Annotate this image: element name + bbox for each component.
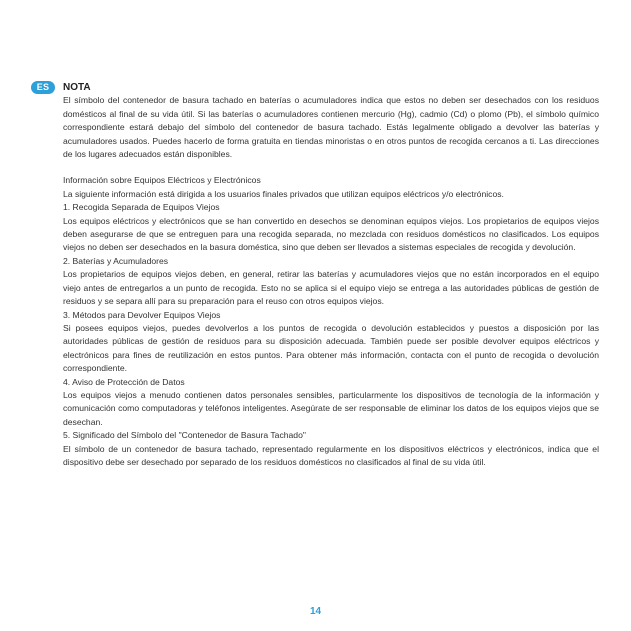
- section-body: Los propietarios de equipos viejos deben, en general, retirar las baterías y acumuladores viejos que no están incorporados en el equipo viejo antes de entregarlos a un punto de recogida. Esto no se aplica si el equipo viejo se entrega a las autoridades públicas de gestión de residuos y se separa allí para su preparación para el reuso con otros equipos viejos.: [63, 269, 599, 307]
- section-heading: 4. Aviso de Protección de Datos: [63, 376, 185, 387]
- note-paragraph: El símbolo del contenedor de basura tachado en baterías o acumuladores indica que estos no deben ser desechados con los residuos domésticos al final de su vida útil. Si las baterías o acumuladores contienen mercurio (Hg), cadmio (Cd) o plomo (Pb), el símbolo químico correspondiente estará debajo del símbolo del contenedor de basura tachado. Estás legalmente obligado a devolver las baterías y acumuladores usados. Puedes hacerlo de forma gratuita en tiendas minoristas o en otros puntos de recogida cercanos a ti. Las direcciones de los lugares adecuados están disponibles.: [63, 95, 599, 160]
- document-body: [63, 81, 599, 469]
- section-body: El símbolo de un contenedor de basura tachado, representado regularmente en los dispositivos eléctricos y electrónicos, indica que el dispositivo debe ser desechado por separado de los residuos domésticos no clasificados al final de su vida útil.: [63, 443, 599, 467]
- section-heading: 3. Métodos para Devolver Equipos Viejos: [63, 309, 221, 320]
- info-intro: La siguiente información está dirigida a los usuarios finales privados que utilizan equipos eléctricos y/o electrónicos.: [63, 188, 504, 199]
- note-title: NOTA: [63, 82, 91, 93]
- page-number: 14: [309, 606, 322, 617]
- section-heading: 2. Baterías y Acumuladores: [63, 255, 169, 266]
- section-body: Si posees equipos viejos, puedes devolverlos a los puntos de recogida o devolución establecidos y puestos a disposición por las autoridades públicas de gestión de residuos para su disposición adecuada. También puede ser posible devolver equipos eléctricos y electrónicos para fines de reutilización en estos puntos. Para obtener más información, contacta con el punto de recogida o devolución correspondiente.: [63, 322, 599, 374]
- info-title: Información sobre Equipos Eléctricos y Electrónicos: [63, 175, 261, 186]
- language-badge: ES: [31, 81, 55, 94]
- section-gap: [63, 161, 599, 174]
- section-heading: 1. Recogida Separada de Equipos Viejos: [63, 202, 220, 213]
- section-heading: 5. Significado del Símbolo del "Contenedor de Basura Tachado": [63, 430, 306, 441]
- section-body: Los equipos eléctricos y electrónicos que se han convertido en desechos se denominan equipos viejos. Los propietarios de equipos viejos deben asegurarse de que se entreguen para una recogida separada, no mezclada con residuos domésticos no clasificados. Los equipos viejos no deben ser desechados en la basura doméstica, sino que deben ser llevados a sistemas especiales de recogida y devolución.: [63, 215, 599, 253]
- section-body: Los equipos viejos a menudo contienen datos personales sensibles, particularmente los dispositivos de tecnología de la información y comunicación como computadoras y teléfonos inteligentes. Asegúrate de ser responsable de eliminar los datos de los equipos viejos que se desechan.: [63, 389, 599, 427]
